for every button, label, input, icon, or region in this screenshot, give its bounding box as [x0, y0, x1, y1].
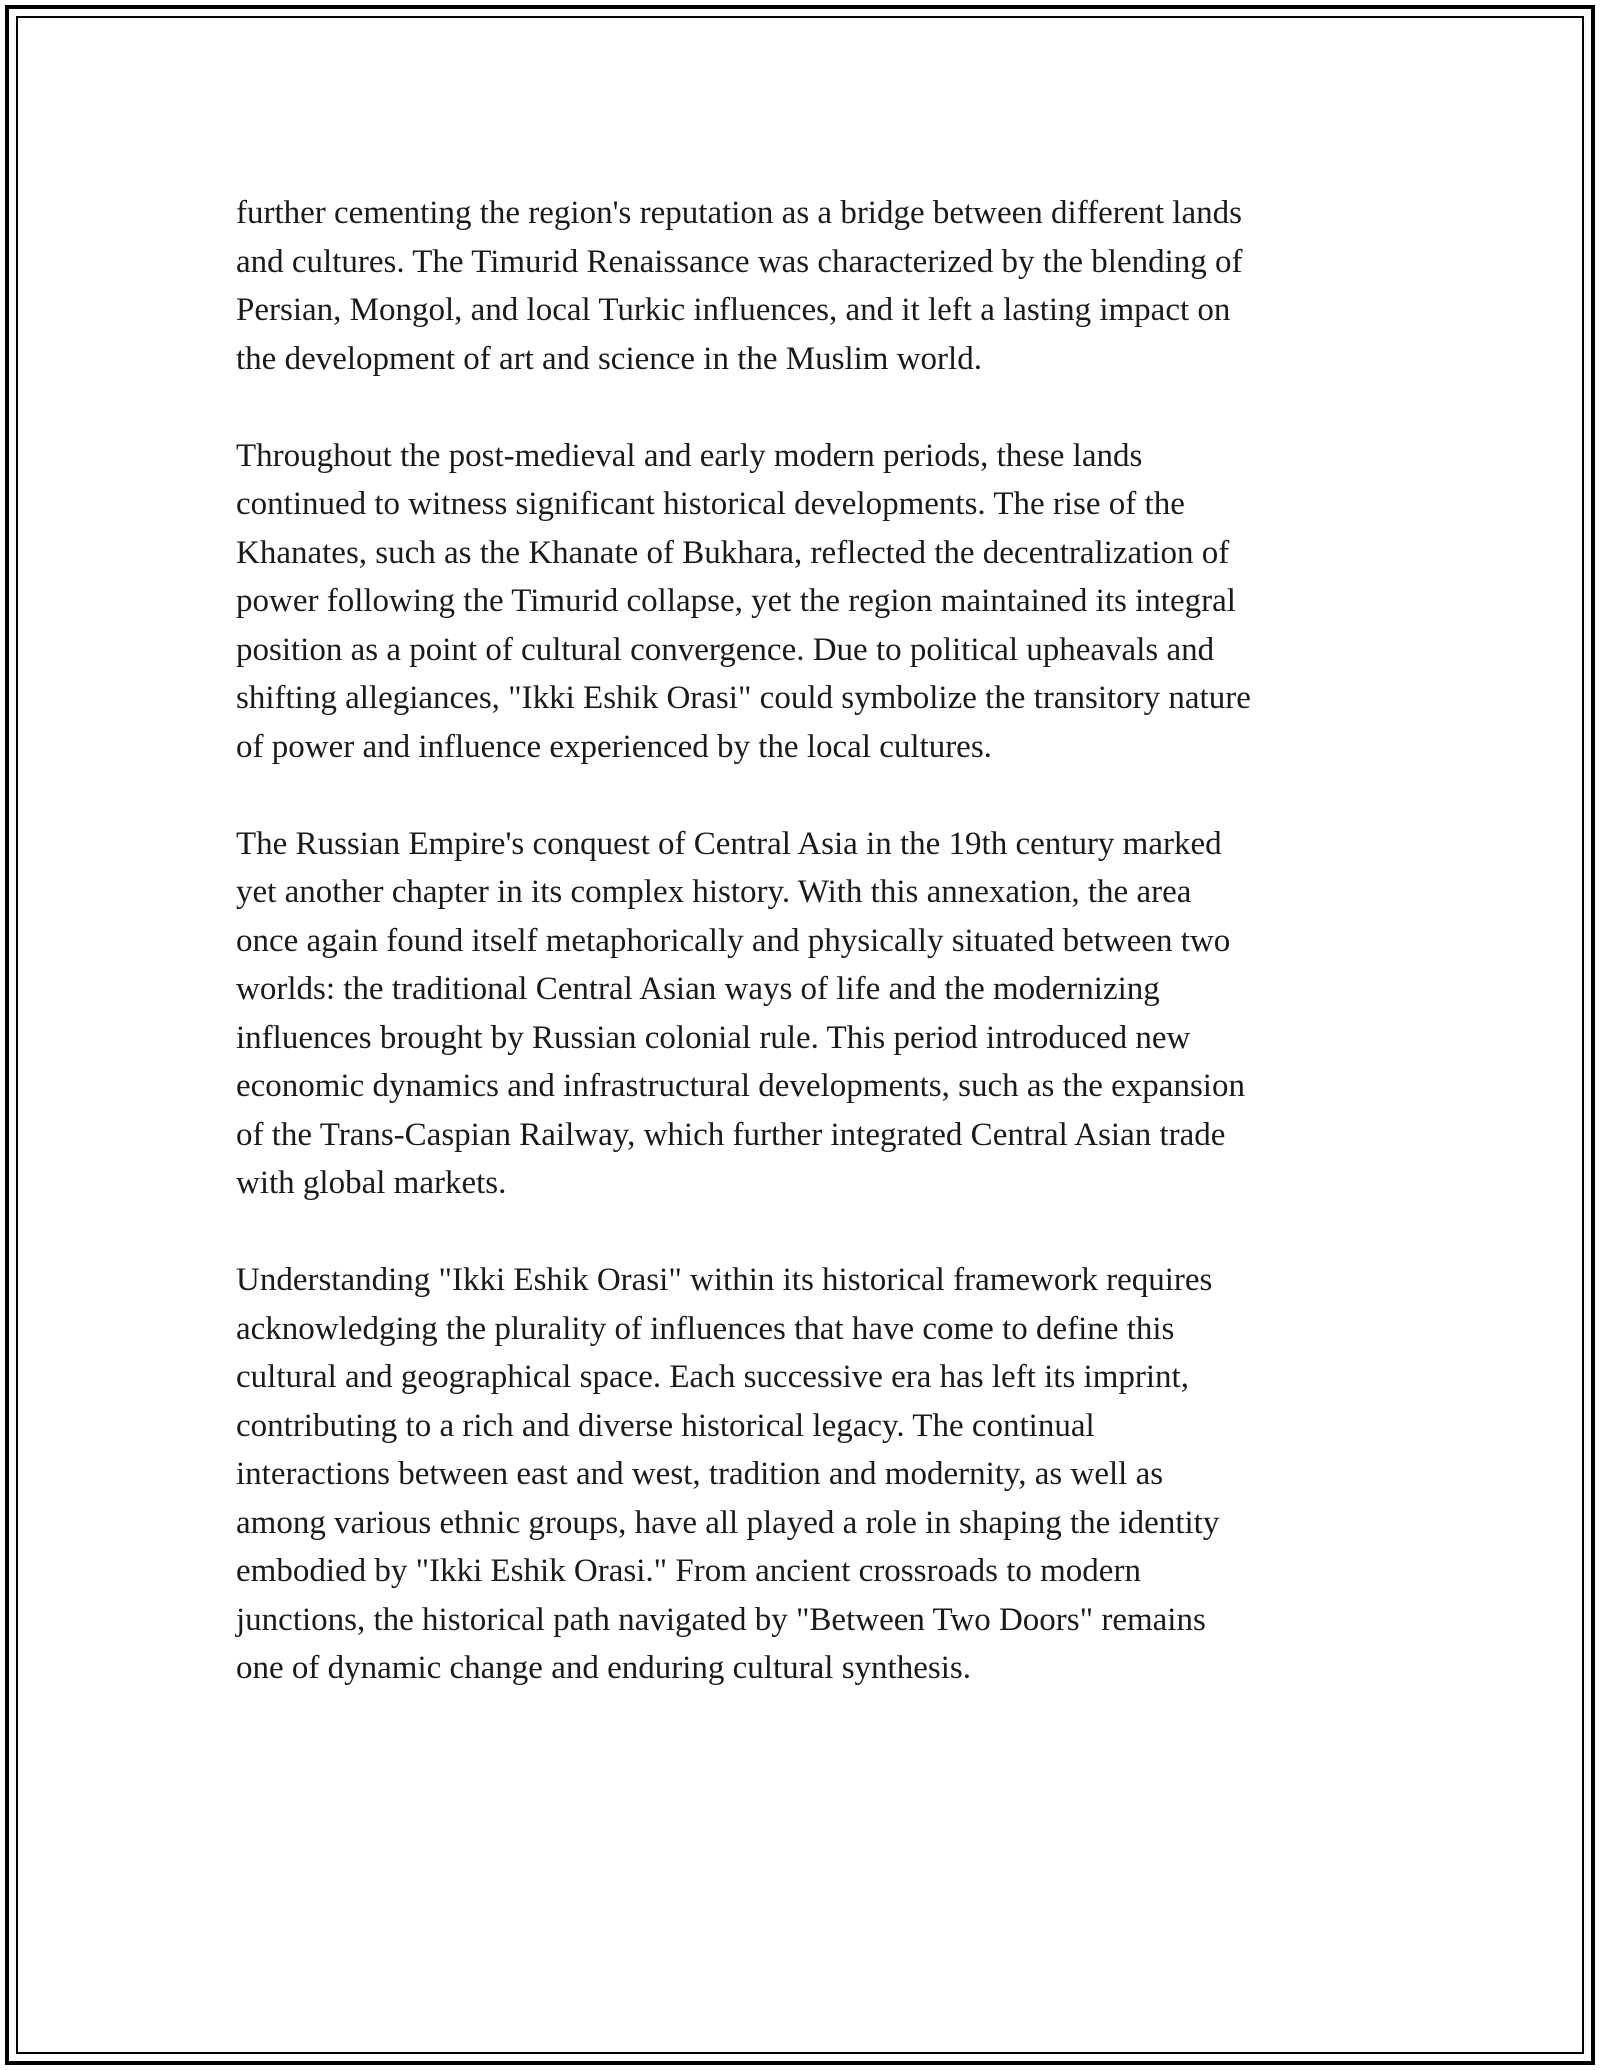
paragraph-4: Understanding "Ikki Eshik Orasi" within its historical framework requires acknowledging the plurality of influences that have come to define this cultural and geographical space. Each successive era has left its imprint, contributing to a rich and diverse historical legacy. The continual interactions between east and west, tradition and modernity, as well as among various ethnic groups, have all played a role in shaping the identity embodied by "Ikki Eshik Orasi." From ancient crossroads to modern junctions, the historical path navigated by "Between Two Doors" remains one of dynamic change and enduring cultural synthesis.	[236, 1262, 1220, 1686]
paragraph-3: The Russian Empire's conquest of Central Asia in the 19th century marked yet another chapter in its complex history. With this annexation, the area once again found itself metaphorically and physically situated between two worlds: the traditional Central Asian ways of life and the modernizing influences brought by Russian colonial rule. This period introduced new economic dynamics and infrastructural developments, such as the expansion of the Trans-Caspian Railway, which further integrated Central Asian trade with global markets.	[236, 825, 1245, 1201]
document-body	[236, 189, 1366, 1741]
paragraph-2: Throughout the post-medieval and early modern periods, these lands continued to witness significant historical developments. The rise of the Khanates, such as the Khanate of Bukhara, reflected the decentralization of power following the Timurid collapse, yet the region maintained its integral position as a point of cultural convergence. Due to political upheavals and shifting allegiances, "Ikki Eshik Orasi" could symbolize the transitory nature of power and influence experienced by the local cultures.	[236, 437, 1251, 765]
paragraph-1: further cementing the region's reputation as a bridge between different lands and cultures. The Timurid Renaissance was characterized by the blending of Persian, Mongol, and local Turkic influences, and it left a lasting impact on the development of art and science in the Muslim world.	[236, 195, 1243, 377]
